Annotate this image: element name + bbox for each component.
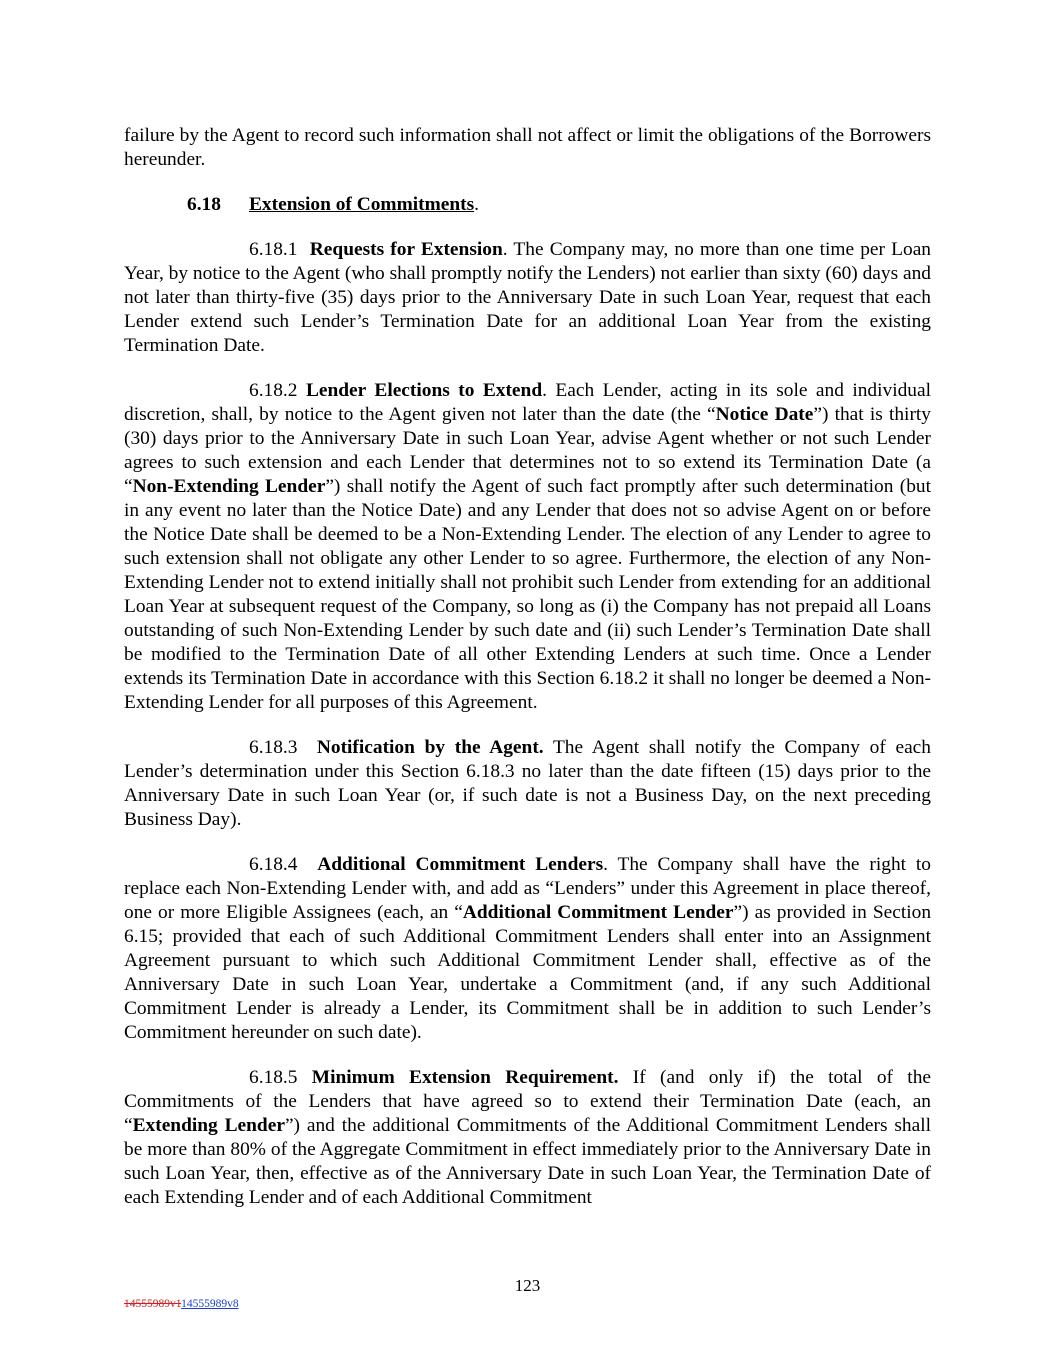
section-title: Extension of Commitments xyxy=(249,194,475,215)
document-page xyxy=(124,124,931,1231)
section-number: 6.18 xyxy=(187,194,221,215)
defined-term: Extending Lender xyxy=(132,1115,285,1136)
paragraph-title: Additional Commitment Lenders xyxy=(317,854,604,875)
defined-term: Notice Date xyxy=(715,404,814,425)
document-id-inserted: 14555989v8 xyxy=(181,1298,239,1310)
paragraph-number: 6.18.5 xyxy=(249,1067,298,1088)
paragraph-text: ”) as provided in Section 6.15; provided that each of such Additional Commitment Lenders shall enter into an Assignment Agreement pursuant to which such Additional Commitment Lender shall, effective as of the Anniversary Date in such Loan Year, undertake a Commitment (and, if any such Additional Commitment Lender is already a Lender, its Commitment shall be in addition to such Lender’s Commitment hereunder on such date). xyxy=(124,902,932,1043)
paragraph-title: Lender Elections to Extend xyxy=(305,380,543,401)
paragraph-text: ”) shall notify the Agent of such fact promptly after such determination (but in any event no later than the Notice Date) and any Lender that does not so advise Agent on or before the Notice Date shall be deemed to be a Non-Extending Lender. The election of any Lender to agree to such extension shall not obligate any other Lender to so agree. Furthermore, the election of any Non-Extending Lender not to extend initially shall not prohibit such Lender from extending for an additional Loan Year at subsequent request of the Company, so long as (i) the Company has not prepaid all Loans outstanding of such Non-Extending Lender by such date and (ii) such Lender’s Termination Date shall be modified to the Termination Date of all other Extending Lenders at such time. Once a Lender extends its Termination Date in accordance with this Section 6.18.2 it shall no longer be deemed a Non-Extending Lender for all purposes of this Agreement. xyxy=(124,476,931,713)
section-title-suffix: . xyxy=(474,194,479,215)
page-number: 123 xyxy=(514,1276,541,1295)
section-heading xyxy=(124,193,931,217)
paragraph-number: 6.18.4 xyxy=(249,854,298,875)
paragraph-text: . Each Lender, acting in its sole and individual discretion, shall, by notice to the Agent given not later than the date (the “ xyxy=(124,380,931,425)
defined-term: Additional Commitment Lender xyxy=(462,902,734,923)
document-id xyxy=(124,1298,239,1310)
paragraph-6-18-2 xyxy=(124,379,931,715)
paragraph-title: Notification by the Agent. xyxy=(316,737,544,758)
paragraph-text: . The Company shall have the right to replace each Non-Extending Lender with, and add as “Lenders” under this Agreement in place thereof, one or more Eligible Assignees (each, an “ xyxy=(124,854,931,923)
intro-paragraph: failure by the Agent to record such information shall not affect or limit the obligations of the Borrowers hereunder. xyxy=(124,125,931,170)
defined-term: Non-Extending Lender xyxy=(132,476,326,497)
paragraph-title: Minimum Extension Requirement. xyxy=(311,1067,619,1088)
paragraph-6-18-3 xyxy=(124,736,931,832)
paragraph-text: If (and only if) the total of the Commitments of the Lenders that have agreed so to extend their Termination Date (each, an “ xyxy=(124,1067,931,1136)
paragraph-6-18-5 xyxy=(124,1066,931,1210)
paragraph-number: 6.18.2 xyxy=(249,380,298,401)
paragraph-6-18-4 xyxy=(124,853,931,1045)
paragraph-text: ”) and the additional Commitments of the Additional Commitment Lenders shall be more than 80% of the Aggregate Commitment in effect immediately prior to the Anniversary Date in such Loan Year, then, effective as of the Anniversary Date in such Loan Year, the Termination Date of each Extending Lender and of each Additional Commitment xyxy=(124,1115,931,1208)
paragraph-title: Requests for Extension xyxy=(309,239,503,260)
paragraph-number: 6.18.3 xyxy=(249,737,298,758)
paragraph-text: The Agent shall notify the Company of each Lender’s determination under this Section 6.18.3 no later than the date fifteen (15) days prior to the Anniversary Date in such Loan Year (or, if such date is not a Business Day, on the next preceding Business Day). xyxy=(124,737,931,830)
paragraph-6-18-1 xyxy=(124,238,931,358)
paragraph-text: ”) that is thirty (30) days prior to the Anniversary Date in such Loan Year, advise Agent whether or not such Lender agrees to such extension and each Lender that determines not to so extend its Termination Date (a “ xyxy=(124,404,931,497)
document-id-deleted: 14555989v1 xyxy=(124,1298,182,1310)
paragraph-number: 6.18.1 xyxy=(249,239,298,260)
paragraph-text: . The Company may, no more than one time per Loan Year, by notice to the Agent (who shall promptly notify the Lenders) not earlier than sixty (60) days and not later than thirty-five (35) days prior to the Anniversary Date in such Loan Year, request that each Lender extend such Lender’s Termination Date for an additional Loan Year from the existing Termination Date. xyxy=(124,239,931,356)
